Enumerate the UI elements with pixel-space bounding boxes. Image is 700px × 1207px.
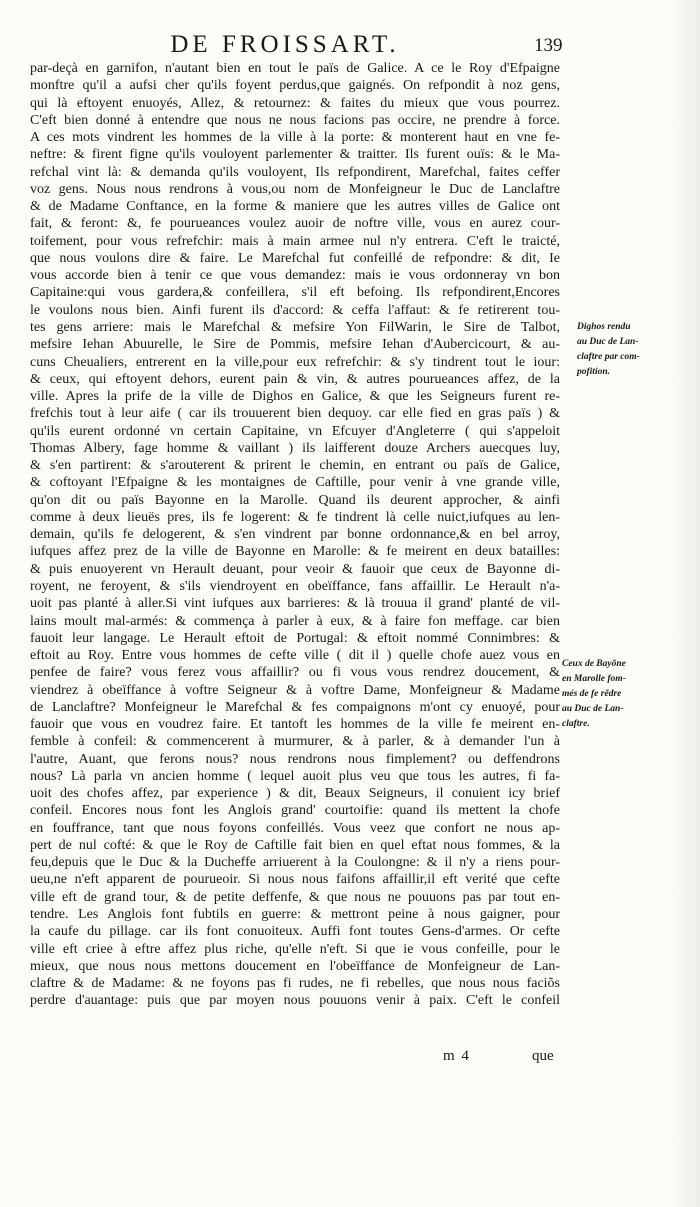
text-line: lains moult mal-armés: & commença à parler à eux, & à faire fon meffage. car bien <box>30 613 560 629</box>
text-line: comme à deux lieuës pres, ils fe logerent: & fe tindrent là celle nuict,iufques au len- <box>30 509 560 525</box>
marginal-note-dighos <box>577 320 640 380</box>
marginal-note-line: en Marolle fom- <box>562 674 626 684</box>
text-line: par-deçà en garnifon, n'autant bien en tout le païs de Galice. A ce le Roy d'Efpaigne <box>30 61 560 76</box>
text-line: feu,depuis que le Duc & la Ducheffe arriuerent à la Coulongne: & il n'y a riens pour- <box>30 855 560 871</box>
text-line: ville eft criee à eftre affez plus riche, qu'elle n'eft. Si que ie vous confeille, pour le <box>30 941 560 957</box>
text-line: & de Madame Conftance, en la forme & maniere que les autres villes de Galice ont <box>30 199 560 215</box>
text-line: l'autre, Auant, que ferons nous? nous rendrons nous fimplement? ou deffendrons <box>30 751 560 767</box>
text-line: toifement, pour vous refrefchir: mais à main armee nul n'y entrera. C'eft le traicté, <box>30 233 560 249</box>
text-line: voz gens. Nous nous rendrons à vous,ou nom de Monfeigneur le Duc de Lanclaftre <box>30 181 560 197</box>
marginal-note-line: claftre par com- <box>577 352 640 362</box>
text-line: nous? Là parla vn ancien homme ( lequel auoit plus veu que tous les autres, fi fa- <box>30 768 560 784</box>
catchword: que <box>532 1048 554 1064</box>
text-line: viendrez à obeïffance à voftre Seigneur & à voftre Dame, Monfeigneur & Madame <box>30 682 560 698</box>
text-line: qui là eftoyent enuoyés, Allez, & retournez: & faites du mieux que vous pourrez. <box>30 95 560 111</box>
text-line: tes gens arriere: mais le Marefchal & mefsire Yon FilWarin, le Sire de Talbot, <box>30 319 560 335</box>
text-line: frefchis tout à leur aife ( car ils trouuerent bien dequoy. car elle fied en gras païs ) & <box>30 406 560 422</box>
text-line: neftre: & firent figne qu'ils vouloyent parlementer & traitter. Ils furent ouïs: & le Ma- <box>30 147 560 163</box>
marginal-note-line: Dighos rendu <box>577 322 631 332</box>
marginal-note-line: claftre. <box>562 719 590 729</box>
text-line: royent, ne feroyent, & s'ils viendroyent en obeïffance, fans affaillir. Le Herault n'a- <box>30 578 560 594</box>
text-line: mefsire Iehan Abuurelle, le Sire de Pommis, mefsire Iehan d'Aubercicourt, & au- <box>30 337 560 353</box>
text-line: femble à confeil: & commencerent à murmurer, & à parler, & à demander l'un à <box>30 734 560 750</box>
marginal-note-line: més de fe rẽdre <box>562 689 622 699</box>
text-line: Thomas Albery, fage homme & vaillant ) ils laifferent douze Archers auecques luy, <box>30 440 560 456</box>
page-edge-shadow <box>666 0 700 1207</box>
text-line: monftre qu'il a aufsi cher qu'ils foyent perdus,que gaignés. On refpondit à noz gens, <box>30 78 560 94</box>
text-line: fait, & feront: &, fe pourueances voulez auoir de noftre ville, vous en aurez cour- <box>30 216 560 232</box>
text-line: vous accorde bien à tenir ce que vous demandez: mais ie vous ordonneray vn bon <box>30 268 560 284</box>
page-number: 139 <box>534 35 563 56</box>
marginal-note-line: au Duc de Lan- <box>562 704 624 714</box>
text-line: pert de nul cofté: & que le Roy de Caftille fait bien en quel eftat nous fommes, & la <box>30 837 560 853</box>
marginal-note-line: pofition. <box>577 367 610 377</box>
text-line: tendre. Les Anglois font fubtils en guerre: & mettront peine à nous gaigner, pour <box>30 907 560 923</box>
text-line: ville eft de grand tour, & de petite deffenfe, & que nous ne pouuons pas par tout en- <box>30 889 560 905</box>
text-line: uoit des chofes affez, par experience ) & dit, Beaux Seigneurs, il conuient icy brief <box>30 786 560 802</box>
text-line: confeil. Encores nous font les Anglois grand' courtoifie: quand ils mettent la chofe <box>30 803 560 819</box>
text-line: A ces mots vindrent les hommes de la ville à la porte: & monterent haut en vne fe- <box>30 130 560 146</box>
marginal-note-line: Ceux de Bayõne <box>562 659 626 669</box>
text-line: penfee de faire? vous ferez vous affaillir? ou fi vous vous rendrez doucement, & <box>30 665 560 681</box>
text-line: & coftoyant l'Efpaigne & les montaignes de Caftille, pour venir à vne grande ville, <box>30 475 560 491</box>
signature-mark: m 4 <box>443 1048 469 1064</box>
text-line: qu'on dit ou païs Bayonne en la Marolle. Quand ils deurent approcher, & ainfi <box>30 492 560 508</box>
text-line: Capitaine:qui vous gardera,& confeillera, s'il eft befoing. Ils refpondirent,Encores <box>30 285 560 301</box>
text-line: fauoir que vous en voudrez faire. Et tantoft les hommes de la ville fe meirent en- <box>30 717 560 733</box>
text-line: qu'ils eurent ordonné vn certain Capitaine, vn Efcuyer d'Angleterre ( qui s'appeloit <box>30 423 560 439</box>
text-line: iufques affez prez de la ville de Bayonne en Marolle: & fe meirent en deux batailles: <box>30 544 560 560</box>
text-line: eftoit au Roy. Entre vous hommes de cefte ville ( dit il ) quelle chofe auez vous en <box>30 648 560 664</box>
marginal-note-bayonne <box>562 657 626 732</box>
text-line: & s'en partirent: & s'arouterent & prirent le chemin, en entrant ou païs de Galice, <box>30 458 560 474</box>
text-line: demain, qu'ils fe delogerent, & s'en vindrent par bonne ordonnance,& en bel arroy, <box>30 527 560 543</box>
text-line: & puis enuoyerent vn Herault deuant, pour veoir & fauoir que ceux de Bayonne di- <box>30 561 560 577</box>
running-head: DE FROISSART. <box>170 31 400 58</box>
text-line: refchal vint là: & demanda qu'ils vouloyent, Ils refpondirent, Marefchal, faites ceffer <box>30 164 560 180</box>
text-line: C'eft bien donné à entendre que nous ne nous facions pas occire, ne prendre à force. <box>30 112 560 128</box>
text-line: mieux, que nous nous mettons doucement en l'obeïffance de Monfeigneur de Lan- <box>30 958 560 974</box>
text-line: la caufe du pillage. car ils font conuoiteux. Auffi font toutes Gens-d'armes. Or cefte <box>30 924 560 940</box>
text-line: que nous voulons dire & faire. Le Marefchal fut confeillé de refpondre: & dit, Ie <box>30 250 560 266</box>
text-line: perdre d'auantage: puis que par moyen nous pouuons venir à paix. C'eft le confeil <box>30 993 560 1009</box>
text-line: & ceux, qui eftoyent dehors, eurent pain & vin, & autres pourueances affez, de la <box>30 371 560 387</box>
text-line: fauoit leur langage. Le Herault eftoit de Portugal: & eftoit nommé Connimbres: & <box>30 630 560 646</box>
text-line: ueu,ne n'eft apparent de pourueoir. Si nous nous faifons affaillir,il eft verité que cefte <box>30 872 560 888</box>
body-text <box>30 60 560 1010</box>
text-line: de Lanclaftre? Monfeigneur le Marefchal & fes compaignons m'ont cy enuoyé, pour <box>30 699 560 715</box>
text-line: claftre & de Madame: & ne foyons pas fi rudes, ne fi rebelles, que nous nous faciõs <box>30 976 560 992</box>
text-line: cuns Cheualiers, entrerent en la ville,pour eux refrefchir: & s'y tindrent tout le iour: <box>30 354 560 370</box>
marginal-note-line: au Duc de Lan- <box>577 337 639 347</box>
text-line: ville. Apres la prife de la ville de Dighos en Galice, & que les Seigneurs furent re- <box>30 389 560 405</box>
text-line: le voulons nous bien. Ainfi furent ils d'accord: & ceffa l'affaut: & fe retirerent tou- <box>30 302 560 318</box>
text-line: uoit pas planté à aller.Si vint iufques aux barrieres: & là trouua il grand' planté de vil- <box>30 596 560 612</box>
text-line: en fouffrance, tant que nous foyons confeillés. Vous veez que confort ne nous ap- <box>30 820 560 836</box>
